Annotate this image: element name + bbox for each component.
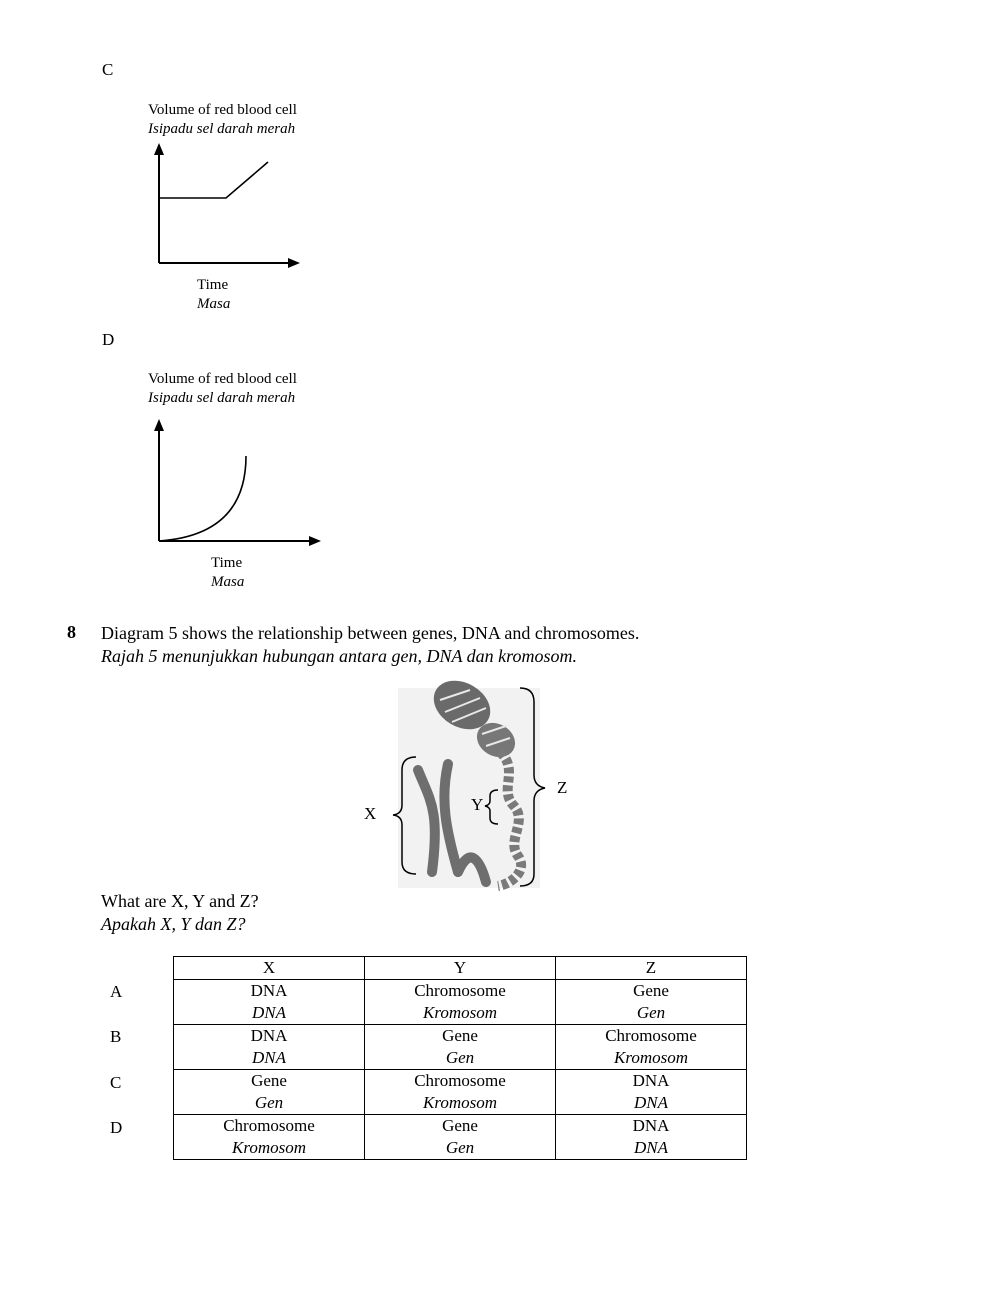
cell-ms: DNA bbox=[252, 1003, 286, 1022]
question-stem-en: Diagram 5 shows the relationship between genes, DNA and chromosomes. bbox=[101, 623, 640, 643]
cell-ms: DNA bbox=[252, 1048, 286, 1067]
cell-d-y bbox=[365, 1115, 556, 1160]
cell-ms: DNA bbox=[634, 1138, 668, 1157]
cell-ms: Gen bbox=[254, 1093, 284, 1112]
cell-ms: Kromosom bbox=[232, 1138, 306, 1157]
option-d-y-label-en: Volume of red blood cell bbox=[148, 371, 297, 387]
header-x: X bbox=[174, 957, 365, 980]
cell-ms: Gen bbox=[445, 1138, 475, 1157]
table-header-row bbox=[174, 957, 747, 980]
cell-ms: Gen bbox=[445, 1048, 475, 1067]
option-c-x-label-en: Time bbox=[197, 277, 229, 293]
cell-en: DNA bbox=[250, 981, 288, 1000]
table-row-b[interactable] bbox=[174, 1025, 747, 1070]
option-d-x-label-ms: Masa bbox=[211, 574, 245, 590]
prompt-ms: Apakah X, Y dan Z? bbox=[101, 914, 246, 934]
header-z: Z bbox=[556, 957, 747, 980]
option-d-letter: D bbox=[102, 330, 115, 349]
cell-en: Gene bbox=[442, 1026, 478, 1045]
option-d-answer-letter[interactable]: D bbox=[110, 1118, 123, 1137]
answer-table bbox=[173, 956, 747, 1160]
option-c-y-label-en: Volume of red blood cell bbox=[148, 102, 297, 118]
cell-en: DNA bbox=[250, 1026, 288, 1045]
cell-en: Gene bbox=[633, 981, 669, 1000]
cell-a-z bbox=[556, 980, 747, 1025]
cell-en: DNA bbox=[632, 1071, 670, 1090]
cell-b-x bbox=[174, 1025, 365, 1070]
cell-d-x bbox=[174, 1115, 365, 1160]
option-b-letter[interactable]: B bbox=[110, 1027, 122, 1046]
option-c-answer-letter[interactable]: C bbox=[110, 1073, 122, 1092]
question-number: 8 bbox=[67, 622, 76, 642]
cell-ms: Kromosom bbox=[423, 1093, 497, 1112]
cell-ms: Kromosom bbox=[423, 1003, 497, 1022]
cell-a-y bbox=[365, 980, 556, 1025]
cell-ms: DNA bbox=[634, 1093, 668, 1112]
diagram-label-z: Z bbox=[557, 778, 568, 797]
cell-b-z bbox=[556, 1025, 747, 1070]
option-d-y-label-ms: Isipadu sel darah merah bbox=[148, 390, 296, 406]
option-c-y-label-ms: Isipadu sel darah merah bbox=[148, 121, 296, 137]
cell-a-x bbox=[174, 980, 365, 1025]
cell-d-z bbox=[556, 1115, 747, 1160]
option-c-x-label-ms: Masa bbox=[197, 296, 231, 312]
cell-en: Chromosome bbox=[414, 981, 506, 1000]
cell-b-y bbox=[365, 1025, 556, 1070]
option-a-letter[interactable]: A bbox=[110, 982, 123, 1001]
table-row-d[interactable] bbox=[174, 1115, 747, 1160]
cell-en: Chromosome bbox=[605, 1026, 697, 1045]
option-c-letter: C bbox=[102, 60, 114, 79]
cell-ms: Kromosom bbox=[614, 1048, 688, 1067]
question-stem-ms: Rajah 5 menunjukkan hubungan antara gen, DNA dan kromosom. bbox=[101, 646, 577, 666]
header-y: Y bbox=[365, 957, 556, 980]
cell-c-y bbox=[365, 1070, 556, 1115]
diagram-label-y: Y bbox=[471, 795, 484, 814]
table-row-c[interactable] bbox=[174, 1070, 747, 1115]
prompt-en: What are X, Y and Z? bbox=[101, 891, 259, 911]
cell-c-x bbox=[174, 1070, 365, 1115]
cell-en: Chromosome bbox=[223, 1116, 315, 1135]
cell-en: Chromosome bbox=[414, 1071, 506, 1090]
cell-en: DNA bbox=[632, 1116, 670, 1135]
table-row-a[interactable] bbox=[174, 980, 747, 1025]
cell-ms: Gen bbox=[636, 1003, 666, 1022]
cell-en: Gene bbox=[442, 1116, 478, 1135]
option-d-x-label-en: Time bbox=[211, 555, 243, 571]
cell-en: Gene bbox=[251, 1071, 287, 1090]
cell-c-z bbox=[556, 1070, 747, 1115]
diagram-label-x: X bbox=[364, 804, 377, 823]
